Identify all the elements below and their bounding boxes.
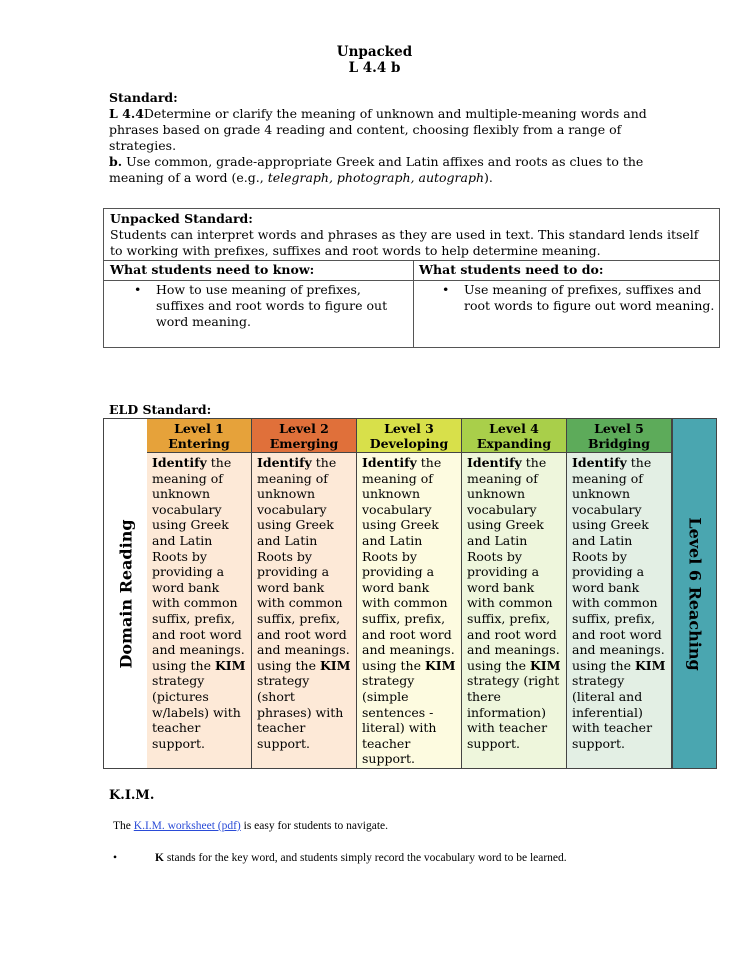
level-3-kim: KIM bbox=[424, 657, 456, 673]
unpacked-text: Students can interpret words and phrases as they are used in text. This standard lends itself to working with prefixes, suffixes and root words to help determine meaning. bbox=[110, 227, 699, 258]
standard-b bbox=[109, 154, 649, 186]
level-2-body bbox=[252, 453, 356, 753]
level-5-header bbox=[567, 419, 671, 453]
level-2-name: Emerging bbox=[269, 436, 339, 451]
level-3-header bbox=[357, 419, 461, 453]
level-1-tail: strategy (pictures w/labels) with teacher support. bbox=[152, 673, 241, 751]
level-3-body bbox=[357, 453, 461, 769]
level-2-title: Level 2 bbox=[279, 421, 329, 436]
standard-text bbox=[109, 106, 649, 154]
level-1-text: the meaning of unknown vocabulary using Greek and Latin Roots by providing a word bank with common suffix, prefix, and root word and meanings. using the bbox=[152, 455, 245, 673]
unpacked-column-headers bbox=[104, 260, 719, 281]
level-3-column bbox=[357, 419, 462, 768]
level-2-header bbox=[252, 419, 356, 453]
level-4-tail: strategy (right there information) with teacher support. bbox=[467, 673, 560, 751]
level-1-column bbox=[147, 419, 252, 768]
level-1-title: Level 1 bbox=[174, 421, 224, 436]
domain-reading-column bbox=[104, 419, 148, 768]
kim-bullet-text bbox=[155, 852, 567, 864]
level-4-title: Level 4 bbox=[489, 421, 539, 436]
level-5-body bbox=[567, 453, 671, 753]
level-1-kim: KIM bbox=[214, 657, 246, 673]
kim-bullet-desc: stands for the key word, and students simply record the vocabulary word to be learned. bbox=[163, 852, 567, 864]
kim-paragraph bbox=[113, 820, 388, 832]
level-4-body bbox=[462, 453, 566, 753]
standard-description: Determine or clarify the meaning of unknown and multiple-meaning words and phrases based on grade 4 reading and content, choosing flexibly from a range of strategies. bbox=[109, 106, 647, 153]
kim-worksheet-link[interactable]: K.I.M. worksheet (pdf) bbox=[133, 820, 241, 832]
level-5-title: Level 5 bbox=[594, 421, 644, 436]
eld-standard-table bbox=[103, 418, 717, 769]
level-4-header bbox=[462, 419, 566, 453]
standard-label: Standard: bbox=[109, 90, 178, 105]
kim-heading: K.I.M. bbox=[109, 788, 155, 803]
level-3-name: Developing bbox=[369, 436, 449, 451]
level-2-text: the meaning of unknown vocabulary using Greek and Latin Roots by providing a word bank with common suffix, prefix, and root word and meanings. using the bbox=[257, 455, 350, 673]
standard-b-label: b. bbox=[109, 154, 123, 169]
unpacked-label: Unpacked Standard: bbox=[110, 211, 253, 226]
unpacked-column-bodies bbox=[104, 280, 719, 347]
standard-b-text: Use common, grade-appropriate Greek and Latin affixes and roots as clues to the meaning of a word (e.g., bbox=[109, 154, 644, 185]
domain-reading-label: Domain Reading bbox=[116, 518, 135, 669]
unpacked-standard-header bbox=[104, 209, 719, 263]
level-1-name: Entering bbox=[168, 436, 230, 451]
level-3-title: Level 3 bbox=[384, 421, 434, 436]
level-4-column bbox=[462, 419, 567, 768]
page-title bbox=[0, 44, 749, 76]
bullet-icon: • bbox=[442, 282, 450, 297]
standard-code: L 4.4 bbox=[109, 106, 144, 121]
unpacked-standard-table bbox=[103, 208, 720, 348]
do-header: What students need to do: bbox=[419, 262, 604, 277]
know-item-text: How to use meaning of prefixes, suffixes and root words to figure out word meaning. bbox=[156, 282, 388, 329]
level-5-name: Bridging bbox=[588, 436, 650, 451]
level-2-column bbox=[252, 419, 357, 768]
standard-b-end: ). bbox=[484, 170, 493, 185]
level-1-header bbox=[147, 419, 251, 453]
level-5-text: the meaning of unknown vocabulary using Greek and Latin Roots by providing a word bank with common suffix, prefix, and root word and meanings. using the bbox=[572, 455, 665, 673]
level-6-reaching-label: Level 6 Reaching bbox=[685, 516, 704, 671]
level-1-body bbox=[147, 453, 251, 753]
title-line-2: L 4.4 b bbox=[348, 60, 401, 76]
level-3-text: the meaning of unknown vocabulary using Greek and Latin Roots by providing a word bank with common suffix, prefix, and root word and meanings. using the bbox=[362, 455, 455, 673]
bullet-icon: • bbox=[134, 282, 142, 297]
level-4-lead: Identify bbox=[467, 455, 522, 470]
level-4-text: the meaning of unknown vocabulary using Greek and Latin Roots by providing a word bank with common suffix, prefix, and root word and meanings. using the bbox=[467, 455, 560, 673]
level-2-lead: Identify bbox=[257, 455, 312, 470]
level-3-lead: Identify bbox=[362, 455, 417, 470]
kim-post: is easy for students to navigate. bbox=[240, 820, 388, 832]
level-3-tail: strategy (simple sentences - literal) with teacher support. bbox=[362, 673, 437, 767]
standard-b-examples: telegraph, photograph, autograph bbox=[267, 170, 485, 185]
level-4-kim: KIM bbox=[529, 657, 561, 673]
level-5-lead: Identify bbox=[572, 455, 627, 470]
level-1-lead: Identify bbox=[152, 455, 207, 470]
bullet-icon: • bbox=[113, 852, 118, 864]
level-5-kim: KIM bbox=[634, 657, 666, 673]
standard-section bbox=[109, 90, 649, 186]
level-5-column bbox=[567, 419, 672, 768]
know-header: What students need to know: bbox=[110, 262, 315, 277]
do-item-text: Use meaning of prefixes, suffixes and root words to figure out word meaning. bbox=[464, 282, 715, 313]
level-4-name: Expanding bbox=[476, 436, 552, 451]
level-2-kim: KIM bbox=[319, 657, 351, 673]
kim-bullet-key: K bbox=[155, 852, 164, 864]
kim-pre: The bbox=[113, 820, 134, 832]
title-line-1: Unpacked bbox=[336, 44, 413, 60]
eld-standard-label: ELD Standard: bbox=[109, 402, 212, 417]
level-2-tail: strategy (short phrases) with teacher support. bbox=[257, 673, 344, 751]
level-6-reaching-column bbox=[672, 419, 716, 768]
level-5-tail: strategy (literal and inferential) with teacher support. bbox=[572, 673, 653, 751]
